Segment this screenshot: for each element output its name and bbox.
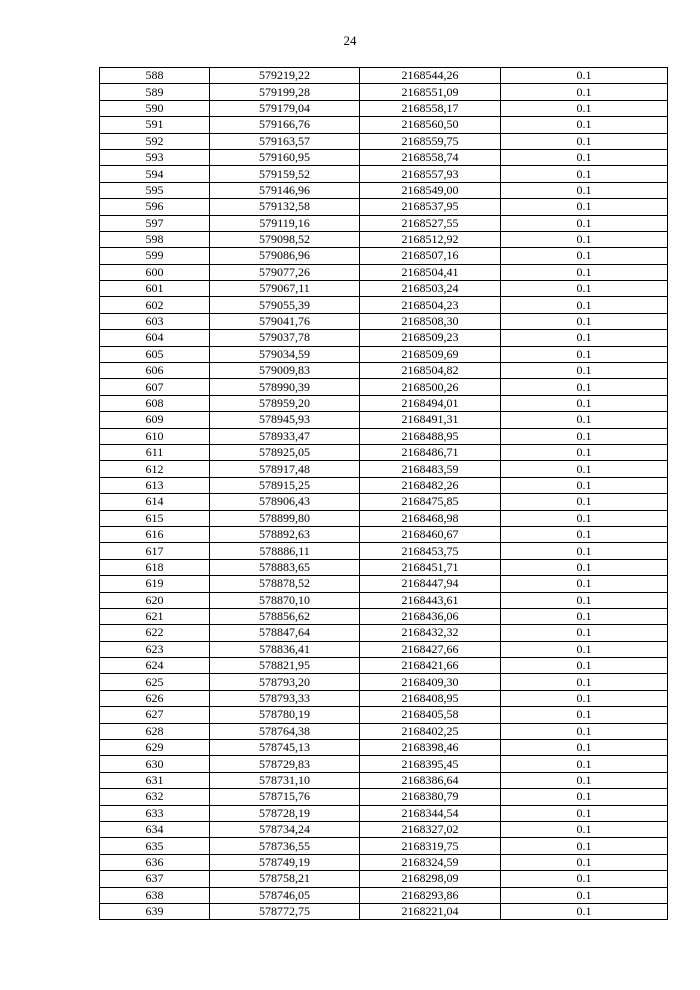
error-value-cell: 0.1 xyxy=(501,182,668,198)
x-coordinate-cell: 579119,16 xyxy=(210,215,360,231)
error-value-cell: 0.1 xyxy=(501,821,668,837)
error-value-cell: 0.1 xyxy=(501,231,668,247)
y-coordinate-cell: 2168408,95 xyxy=(360,690,501,706)
error-value-cell: 0.1 xyxy=(501,428,668,444)
y-coordinate-cell: 2168494,01 xyxy=(360,395,501,411)
table-row xyxy=(100,690,668,706)
point-number-cell: 591 xyxy=(100,117,210,133)
point-number-cell: 592 xyxy=(100,133,210,149)
point-number-cell: 633 xyxy=(100,805,210,821)
table-row xyxy=(100,264,668,280)
table-row xyxy=(100,297,668,313)
error-value-cell: 0.1 xyxy=(501,641,668,657)
x-coordinate-cell: 578933,47 xyxy=(210,428,360,444)
error-value-cell: 0.1 xyxy=(501,84,668,100)
table-row xyxy=(100,641,668,657)
table-row xyxy=(100,576,668,592)
table-row xyxy=(100,133,668,149)
point-number-cell: 625 xyxy=(100,674,210,690)
table-row xyxy=(100,428,668,444)
point-number-cell: 637 xyxy=(100,871,210,887)
table-row xyxy=(100,772,668,788)
x-coordinate-cell: 579034,59 xyxy=(210,346,360,362)
point-number-cell: 595 xyxy=(100,182,210,198)
y-coordinate-cell: 2168509,69 xyxy=(360,346,501,362)
error-value-cell: 0.1 xyxy=(501,510,668,526)
y-coordinate-cell: 2168443,61 xyxy=(360,592,501,608)
x-coordinate-cell: 579077,26 xyxy=(210,264,360,280)
y-coordinate-cell: 2168475,85 xyxy=(360,494,501,510)
y-coordinate-cell: 2168221,04 xyxy=(360,903,501,919)
y-coordinate-cell: 2168482,26 xyxy=(360,477,501,493)
x-coordinate-cell: 579086,96 xyxy=(210,248,360,264)
error-value-cell: 0.1 xyxy=(501,166,668,182)
table-row xyxy=(100,182,668,198)
x-coordinate-cell: 578899,80 xyxy=(210,510,360,526)
y-coordinate-cell: 2168460,67 xyxy=(360,526,501,542)
error-value-cell: 0.1 xyxy=(501,805,668,821)
error-value-cell: 0.1 xyxy=(501,903,668,919)
table-row xyxy=(100,559,668,575)
x-coordinate-cell: 578959,20 xyxy=(210,395,360,411)
x-coordinate-cell: 579132,58 xyxy=(210,199,360,215)
table-row xyxy=(100,871,668,887)
x-coordinate-cell: 578847,64 xyxy=(210,625,360,641)
point-number-cell: 618 xyxy=(100,559,210,575)
point-number-cell: 613 xyxy=(100,477,210,493)
table-row xyxy=(100,166,668,182)
table-row xyxy=(100,658,668,674)
y-coordinate-cell: 2168395,45 xyxy=(360,756,501,772)
table-row xyxy=(100,231,668,247)
error-value-cell: 0.1 xyxy=(501,707,668,723)
table-row xyxy=(100,592,668,608)
point-number-cell: 619 xyxy=(100,576,210,592)
x-coordinate-cell: 578764,38 xyxy=(210,723,360,739)
error-value-cell: 0.1 xyxy=(501,871,668,887)
x-coordinate-cell: 578990,39 xyxy=(210,379,360,395)
error-value-cell: 0.1 xyxy=(501,133,668,149)
x-coordinate-cell: 578917,48 xyxy=(210,461,360,477)
y-coordinate-cell: 2168558,17 xyxy=(360,100,501,116)
error-value-cell: 0.1 xyxy=(501,68,668,84)
x-coordinate-cell: 578892,63 xyxy=(210,526,360,542)
point-number-cell: 593 xyxy=(100,149,210,165)
error-value-cell: 0.1 xyxy=(501,248,668,264)
point-number-cell: 627 xyxy=(100,707,210,723)
table-row xyxy=(100,510,668,526)
error-value-cell: 0.1 xyxy=(501,674,668,690)
point-number-cell: 614 xyxy=(100,494,210,510)
point-number-cell: 632 xyxy=(100,789,210,805)
y-coordinate-cell: 2168319,75 xyxy=(360,838,501,854)
y-coordinate-cell: 2168451,71 xyxy=(360,559,501,575)
point-number-cell: 608 xyxy=(100,395,210,411)
error-value-cell: 0.1 xyxy=(501,756,668,772)
x-coordinate-cell: 579159,52 xyxy=(210,166,360,182)
y-coordinate-cell: 2168398,46 xyxy=(360,740,501,756)
table-row xyxy=(100,903,668,919)
y-coordinate-cell: 2168549,00 xyxy=(360,182,501,198)
page-number: 24 xyxy=(343,33,357,48)
x-coordinate-cell: 578780,19 xyxy=(210,707,360,723)
table-row xyxy=(100,281,668,297)
point-number-cell: 638 xyxy=(100,887,210,903)
table-row xyxy=(100,100,668,116)
y-coordinate-cell: 2168504,23 xyxy=(360,297,501,313)
x-coordinate-cell: 578836,41 xyxy=(210,641,360,657)
table-row xyxy=(100,199,668,215)
x-coordinate-cell: 579041,76 xyxy=(210,313,360,329)
error-value-cell: 0.1 xyxy=(501,346,668,362)
point-number-cell: 620 xyxy=(100,592,210,608)
coordinates-table xyxy=(99,67,668,920)
point-number-cell: 607 xyxy=(100,379,210,395)
point-number-cell: 606 xyxy=(100,363,210,379)
point-number-cell: 610 xyxy=(100,428,210,444)
point-number-cell: 588 xyxy=(100,68,210,84)
table-row xyxy=(100,330,668,346)
error-value-cell: 0.1 xyxy=(501,576,668,592)
table-row xyxy=(100,740,668,756)
y-coordinate-cell: 2168507,16 xyxy=(360,248,501,264)
point-number-cell: 594 xyxy=(100,166,210,182)
point-number-cell: 590 xyxy=(100,100,210,116)
y-coordinate-cell: 2168298,09 xyxy=(360,871,501,887)
error-value-cell: 0.1 xyxy=(501,559,668,575)
y-coordinate-cell: 2168503,24 xyxy=(360,281,501,297)
table-row xyxy=(100,854,668,870)
x-coordinate-cell: 578906,43 xyxy=(210,494,360,510)
y-coordinate-cell: 2168427,66 xyxy=(360,641,501,657)
point-number-cell: 631 xyxy=(100,772,210,788)
x-coordinate-cell: 578925,05 xyxy=(210,444,360,460)
table-row xyxy=(100,789,668,805)
x-coordinate-cell: 579098,52 xyxy=(210,231,360,247)
y-coordinate-cell: 2168380,79 xyxy=(360,789,501,805)
x-coordinate-cell: 579179,04 xyxy=(210,100,360,116)
error-value-cell: 0.1 xyxy=(501,363,668,379)
error-value-cell: 0.1 xyxy=(501,494,668,510)
table-row xyxy=(100,821,668,837)
x-coordinate-cell: 578749,19 xyxy=(210,854,360,870)
error-value-cell: 0.1 xyxy=(501,887,668,903)
table-row xyxy=(100,608,668,624)
y-coordinate-cell: 2168402,25 xyxy=(360,723,501,739)
table-row xyxy=(100,379,668,395)
point-number-cell: 605 xyxy=(100,346,210,362)
y-coordinate-cell: 2168483,59 xyxy=(360,461,501,477)
error-value-cell: 0.1 xyxy=(501,625,668,641)
point-number-cell: 626 xyxy=(100,690,210,706)
y-coordinate-cell: 2168324,59 xyxy=(360,854,501,870)
x-coordinate-cell: 578915,25 xyxy=(210,477,360,493)
y-coordinate-cell: 2168488,95 xyxy=(360,428,501,444)
y-coordinate-cell: 2168527,55 xyxy=(360,215,501,231)
x-coordinate-cell: 579037,78 xyxy=(210,330,360,346)
y-coordinate-cell: 2168486,71 xyxy=(360,444,501,460)
x-coordinate-cell: 578821,95 xyxy=(210,658,360,674)
x-coordinate-cell: 578731,10 xyxy=(210,772,360,788)
table-row xyxy=(100,248,668,264)
error-value-cell: 0.1 xyxy=(501,264,668,280)
y-coordinate-cell: 2168551,09 xyxy=(360,84,501,100)
x-coordinate-cell: 578729,83 xyxy=(210,756,360,772)
error-value-cell: 0.1 xyxy=(501,592,668,608)
error-value-cell: 0.1 xyxy=(501,313,668,329)
y-coordinate-cell: 2168293,86 xyxy=(360,887,501,903)
error-value-cell: 0.1 xyxy=(501,412,668,428)
point-number-cell: 601 xyxy=(100,281,210,297)
y-coordinate-cell: 2168504,82 xyxy=(360,363,501,379)
y-coordinate-cell: 2168560,50 xyxy=(360,117,501,133)
error-value-cell: 0.1 xyxy=(501,215,668,231)
coordinates-table-body xyxy=(100,68,668,920)
table-row xyxy=(100,805,668,821)
error-value-cell: 0.1 xyxy=(501,723,668,739)
point-number-cell: 635 xyxy=(100,838,210,854)
table-row xyxy=(100,625,668,641)
y-coordinate-cell: 2168453,75 xyxy=(360,543,501,559)
error-value-cell: 0.1 xyxy=(501,330,668,346)
point-number-cell: 589 xyxy=(100,84,210,100)
table-row xyxy=(100,494,668,510)
error-value-cell: 0.1 xyxy=(501,281,668,297)
y-coordinate-cell: 2168558,74 xyxy=(360,149,501,165)
y-coordinate-cell: 2168557,93 xyxy=(360,166,501,182)
y-coordinate-cell: 2168537,95 xyxy=(360,199,501,215)
point-number-cell: 628 xyxy=(100,723,210,739)
x-coordinate-cell: 579160,95 xyxy=(210,149,360,165)
error-value-cell: 0.1 xyxy=(501,149,668,165)
error-value-cell: 0.1 xyxy=(501,117,668,133)
table-row xyxy=(100,674,668,690)
point-number-cell: 623 xyxy=(100,641,210,657)
x-coordinate-cell: 578734,24 xyxy=(210,821,360,837)
x-coordinate-cell: 578793,20 xyxy=(210,674,360,690)
point-number-cell: 597 xyxy=(100,215,210,231)
table-row xyxy=(100,313,668,329)
point-number-cell: 602 xyxy=(100,297,210,313)
x-coordinate-cell: 579067,11 xyxy=(210,281,360,297)
x-coordinate-cell: 579146,96 xyxy=(210,182,360,198)
y-coordinate-cell: 2168468,98 xyxy=(360,510,501,526)
point-number-cell: 622 xyxy=(100,625,210,641)
point-number-cell: 636 xyxy=(100,854,210,870)
error-value-cell: 0.1 xyxy=(501,477,668,493)
table-row xyxy=(100,887,668,903)
x-coordinate-cell: 579199,28 xyxy=(210,84,360,100)
x-coordinate-cell: 579055,39 xyxy=(210,297,360,313)
error-value-cell: 0.1 xyxy=(501,297,668,313)
x-coordinate-cell: 579219,22 xyxy=(210,68,360,84)
point-number-cell: 609 xyxy=(100,412,210,428)
table-row xyxy=(100,412,668,428)
x-coordinate-cell: 578945,93 xyxy=(210,412,360,428)
x-coordinate-cell: 578728,19 xyxy=(210,805,360,821)
point-number-cell: 615 xyxy=(100,510,210,526)
x-coordinate-cell: 578886,11 xyxy=(210,543,360,559)
y-coordinate-cell: 2168512,92 xyxy=(360,231,501,247)
table-row xyxy=(100,363,668,379)
x-coordinate-cell: 579009,83 xyxy=(210,363,360,379)
y-coordinate-cell: 2168559,75 xyxy=(360,133,501,149)
x-coordinate-cell: 579166,76 xyxy=(210,117,360,133)
point-number-cell: 599 xyxy=(100,248,210,264)
point-number-cell: 630 xyxy=(100,756,210,772)
point-number-cell: 616 xyxy=(100,526,210,542)
table-row xyxy=(100,838,668,854)
error-value-cell: 0.1 xyxy=(501,740,668,756)
x-coordinate-cell: 578715,76 xyxy=(210,789,360,805)
table-row xyxy=(100,346,668,362)
error-value-cell: 0.1 xyxy=(501,100,668,116)
y-coordinate-cell: 2168405,58 xyxy=(360,707,501,723)
table-row xyxy=(100,84,668,100)
y-coordinate-cell: 2168447,94 xyxy=(360,576,501,592)
x-coordinate-cell: 578772,75 xyxy=(210,903,360,919)
x-coordinate-cell: 578736,55 xyxy=(210,838,360,854)
point-number-cell: 604 xyxy=(100,330,210,346)
error-value-cell: 0.1 xyxy=(501,444,668,460)
point-number-cell: 621 xyxy=(100,608,210,624)
error-value-cell: 0.1 xyxy=(501,526,668,542)
error-value-cell: 0.1 xyxy=(501,608,668,624)
error-value-cell: 0.1 xyxy=(501,854,668,870)
error-value-cell: 0.1 xyxy=(501,789,668,805)
x-coordinate-cell: 579163,57 xyxy=(210,133,360,149)
error-value-cell: 0.1 xyxy=(501,395,668,411)
table-row xyxy=(100,707,668,723)
table-row xyxy=(100,477,668,493)
y-coordinate-cell: 2168327,02 xyxy=(360,821,501,837)
point-number-cell: 603 xyxy=(100,313,210,329)
y-coordinate-cell: 2168504,41 xyxy=(360,264,501,280)
error-value-cell: 0.1 xyxy=(501,379,668,395)
table-row xyxy=(100,117,668,133)
y-coordinate-cell: 2168432,32 xyxy=(360,625,501,641)
y-coordinate-cell: 2168544,26 xyxy=(360,68,501,84)
error-value-cell: 0.1 xyxy=(501,690,668,706)
error-value-cell: 0.1 xyxy=(501,543,668,559)
table-row xyxy=(100,215,668,231)
y-coordinate-cell: 2168421,66 xyxy=(360,658,501,674)
table-row xyxy=(100,149,668,165)
table-row xyxy=(100,526,668,542)
y-coordinate-cell: 2168436,06 xyxy=(360,608,501,624)
y-coordinate-cell: 2168386,64 xyxy=(360,772,501,788)
table-row xyxy=(100,395,668,411)
x-coordinate-cell: 578745,13 xyxy=(210,740,360,756)
table-row xyxy=(100,444,668,460)
y-coordinate-cell: 2168500,26 xyxy=(360,379,501,395)
table-row xyxy=(100,756,668,772)
error-value-cell: 0.1 xyxy=(501,658,668,674)
y-coordinate-cell: 2168344,54 xyxy=(360,805,501,821)
x-coordinate-cell: 578883,65 xyxy=(210,559,360,575)
x-coordinate-cell: 578793,33 xyxy=(210,690,360,706)
point-number-cell: 639 xyxy=(100,903,210,919)
point-number-cell: 598 xyxy=(100,231,210,247)
y-coordinate-cell: 2168409,30 xyxy=(360,674,501,690)
error-value-cell: 0.1 xyxy=(501,838,668,854)
error-value-cell: 0.1 xyxy=(501,199,668,215)
point-number-cell: 600 xyxy=(100,264,210,280)
x-coordinate-cell: 578856,62 xyxy=(210,608,360,624)
x-coordinate-cell: 578758,21 xyxy=(210,871,360,887)
point-number-cell: 617 xyxy=(100,543,210,559)
x-coordinate-cell: 578746,05 xyxy=(210,887,360,903)
point-number-cell: 634 xyxy=(100,821,210,837)
point-number-cell: 624 xyxy=(100,658,210,674)
point-number-cell: 596 xyxy=(100,199,210,215)
x-coordinate-cell: 578878,52 xyxy=(210,576,360,592)
x-coordinate-cell: 578870,10 xyxy=(210,592,360,608)
point-number-cell: 611 xyxy=(100,444,210,460)
point-number-cell: 629 xyxy=(100,740,210,756)
y-coordinate-cell: 2168509,23 xyxy=(360,330,501,346)
table-row xyxy=(100,723,668,739)
error-value-cell: 0.1 xyxy=(501,461,668,477)
table-row xyxy=(100,68,668,84)
y-coordinate-cell: 2168508,30 xyxy=(360,313,501,329)
point-number-cell: 612 xyxy=(100,461,210,477)
y-coordinate-cell: 2168491,31 xyxy=(360,412,501,428)
table-row xyxy=(100,461,668,477)
table-row xyxy=(100,543,668,559)
error-value-cell: 0.1 xyxy=(501,772,668,788)
